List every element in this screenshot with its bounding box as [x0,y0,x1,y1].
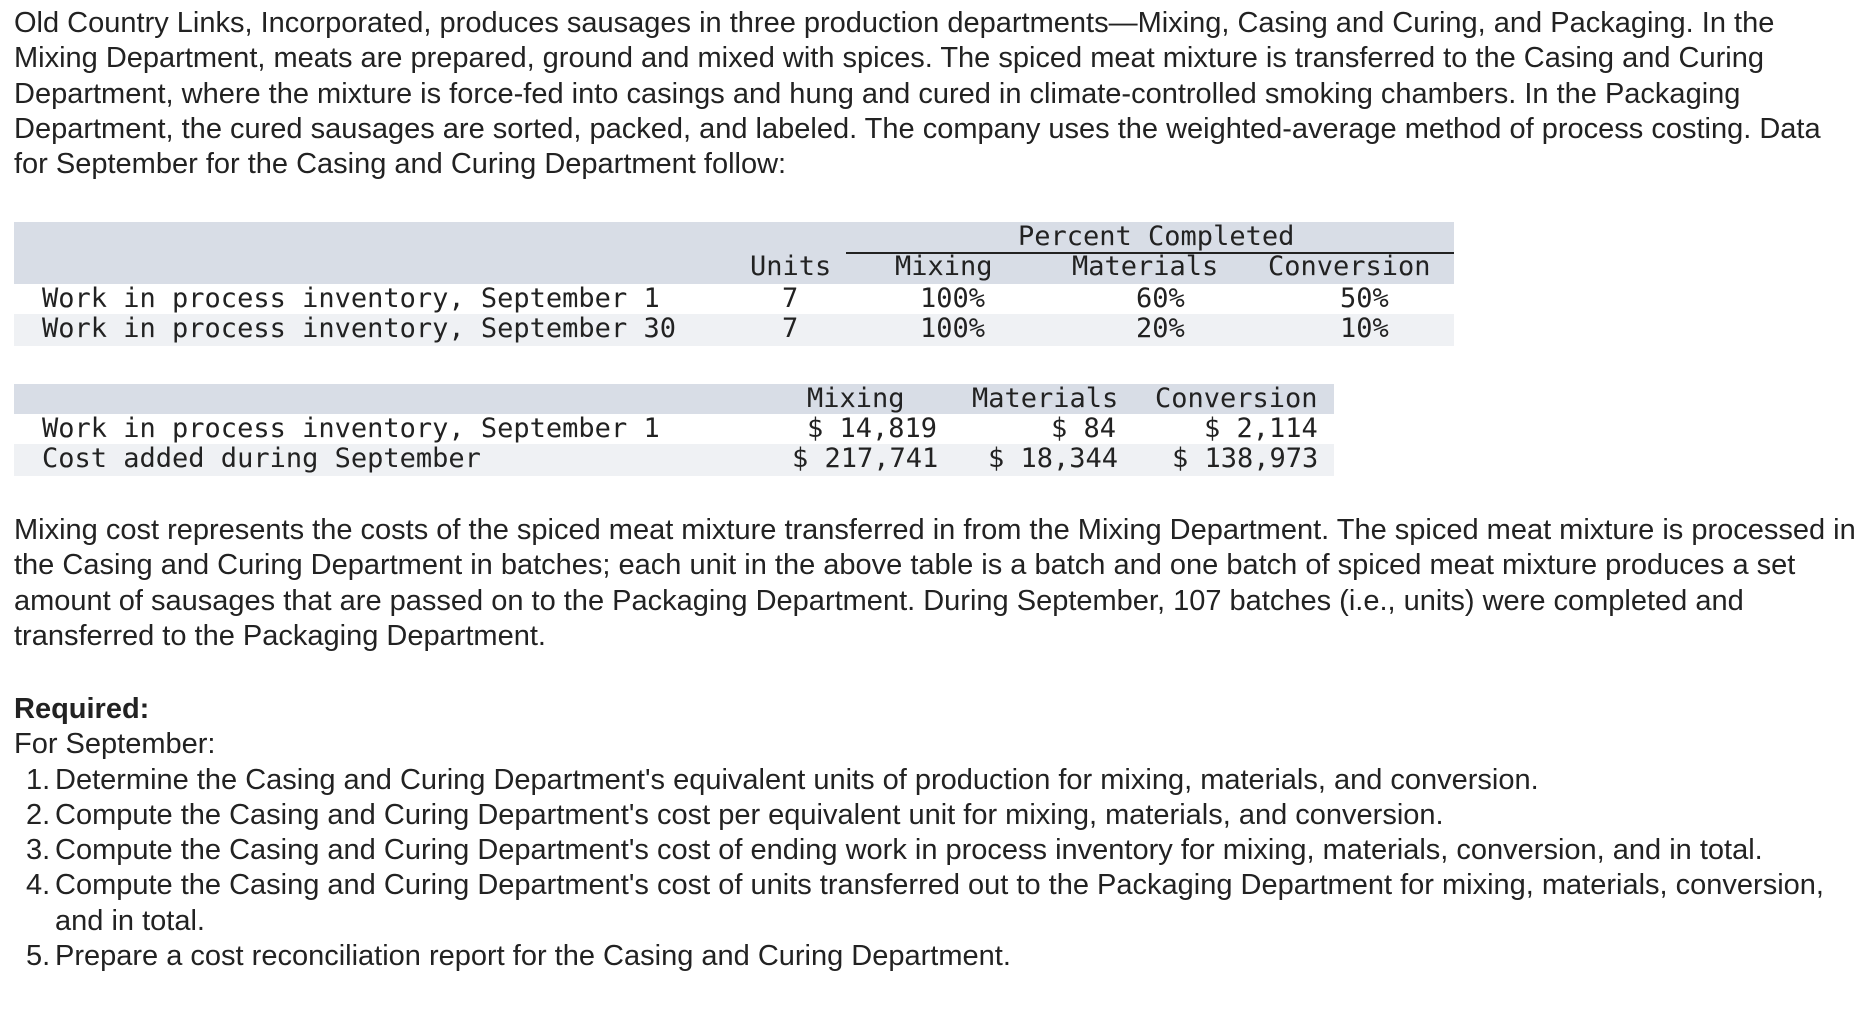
required-section [14,692,1859,974]
conversion-cost: $ 2,114 [1204,413,1318,444]
item-text: Determine the Casing and Curing Department's equivalent units of production for mixing, materials, and conversion. [55,763,1539,796]
required-title: Required: [14,693,150,725]
units-table [14,222,1454,346]
list-item [14,763,1859,798]
materials-cost: $ 84 [1051,413,1117,444]
cost-table [14,384,1334,476]
item-number: 2. [26,798,51,831]
item-text: Compute the Casing and Curing Department's cost of ending work in process inventory for mixing, materials, conversion, and in total. [55,834,1763,867]
conversion-percent: 10% [1340,313,1389,344]
list-item [14,798,1859,833]
item-text: Compute the Casing and Curing Department's cost of units transferred out to the Packaging Department for mixing, materials, conversion, and in total. [55,869,1824,937]
item-text: Compute the Casing and Curing Department's cost per equivalent unit for mixing, materials, and conversion. [55,798,1444,831]
conversion-percent: 50% [1340,283,1389,314]
item-number: 5. [26,940,51,973]
cost-table-header-band [14,384,1334,414]
row-label: Work in process inventory, September 30 [42,313,676,344]
item-number: 1. [26,763,51,796]
list-item [14,833,1859,868]
column-header-conversion: Conversion [1268,251,1431,282]
item-number: 4. [26,869,51,902]
column-header-units: Units [750,251,832,282]
column-header-mixing: Mixing [807,383,905,414]
percent-completed-header: Percent Completed [1018,221,1295,252]
mixing-percent: 100% [920,283,986,314]
units-value: 7 [782,283,799,314]
row-label: Work in process inventory, September 1 [42,413,660,444]
list-item [14,868,1859,939]
column-header-materials: Materials [1072,251,1219,282]
list-item [14,939,1859,974]
units-value: 7 [782,313,799,344]
item-text: Prepare a cost reconciliation report for the Casing and Curing Department. [55,940,1011,973]
conversion-cost: $ 138,973 [1172,443,1319,474]
materials-cost: $ 18,344 [988,443,1119,474]
mixing-percent: 100% [920,313,986,344]
row-label: Work in process inventory, September 1 [42,283,660,314]
materials-percent: 20% [1136,313,1185,344]
note-paragraph: Mixing cost represents the costs of the spiced meat mixture transferred in from the Mixing Department. The spiced meat mixture is processed in the Casing and Curing Department in batches; each unit in the above table is a batch and one batch of spiced meat mixture produces a set amount of sausages that are passed on to the Packaging Department. During September, 107 batches (i.e., units) were completed and transferred to the Packaging Department. [14,514,1856,652]
required-list [14,763,1859,975]
required-subtitle: For September: [14,728,216,761]
column-header-conversion: Conversion [1155,383,1318,414]
intro-paragraph: Old Country Links, Incorporated, produces sausages in three production departments—Mixing, Casing and Curing, and Packaging. In the Mixing Department, meats are prepared, ground and mixed with spices. The spiced meat mixture is transferred to the Casing and Curing Department, where the mixture is force-fed into casings and hung and cured in climate-controlled smoking chambers. In the Packaging Department, the cured sausages are sorted, packed, and labeled. The company uses the weighted-average method of process costing. Data for September for the Casing and Curing Department follow: [14,7,1821,181]
mixing-cost: $ 217,741 [792,443,939,474]
mixing-cost: $ 14,819 [807,413,938,444]
item-number: 3. [26,834,51,867]
column-header-materials: Materials [972,383,1119,414]
column-header-mixing: Mixing [895,251,993,282]
row-label: Cost added during September [42,443,481,474]
materials-percent: 60% [1136,283,1185,314]
